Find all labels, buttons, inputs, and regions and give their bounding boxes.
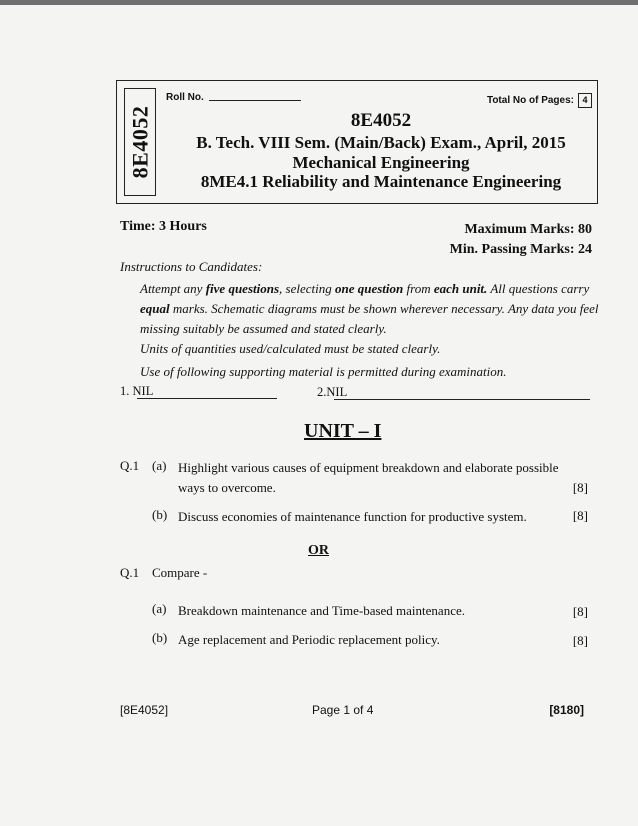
footer-paper-code: [8E4052] bbox=[120, 703, 169, 717]
question-text: Highlight various causes of equipment breakdown and elaborate possible ways to overcome. bbox=[178, 460, 559, 495]
instructions-paragraph bbox=[140, 279, 600, 339]
instructions-heading: Instructions to Candidates: bbox=[120, 259, 263, 274]
scan-edge bbox=[0, 0, 638, 5]
instr-text: from bbox=[403, 281, 434, 296]
instr-emphasis: five questions bbox=[205, 281, 280, 296]
material-item-1-line bbox=[137, 398, 277, 399]
material-item-1: 1. NIL bbox=[120, 384, 154, 398]
instructions-material: Use of following supporting material is permitted during examination. bbox=[140, 364, 507, 379]
sub-question-label: (a) bbox=[152, 458, 167, 473]
sub-question-label: (a) bbox=[152, 601, 167, 616]
subject-name: 8ME4.1 Reliability and Maintenance Engineering bbox=[200, 172, 562, 191]
question-number: Q.1 bbox=[120, 565, 140, 580]
question-number: Q.1 bbox=[120, 458, 140, 473]
sub-question-label: (b) bbox=[152, 630, 168, 645]
question-marks: [8] bbox=[572, 604, 588, 619]
side-paper-code: 8E4052 bbox=[127, 105, 152, 179]
instructions-units: Units of quantities used/calculated must be stated clearly. bbox=[140, 341, 441, 356]
question-text: Age replacement and Periodic replacement policy. bbox=[178, 632, 440, 647]
roll-number-label: Roll No. bbox=[166, 92, 204, 103]
instr-text: All questions carry bbox=[487, 281, 590, 296]
total-pages bbox=[487, 93, 592, 108]
instr-text: Attempt any bbox=[140, 281, 206, 296]
instr-text: , selecting bbox=[279, 281, 335, 296]
exam-title: B. Tech. VIII Sem. (Main/Back) Exam., April, 2015 bbox=[196, 133, 566, 152]
footer-page-number: Page 1 of 4 bbox=[312, 703, 374, 717]
question-intro: Compare - bbox=[152, 565, 208, 580]
total-pages-label: Total No of Pages: bbox=[486, 95, 574, 106]
instr-emphasis: one question bbox=[335, 281, 404, 296]
instr-emphasis: each unit. bbox=[433, 281, 488, 296]
material-item-2: 2.NIL bbox=[317, 385, 348, 399]
unit-title: UNIT – I bbox=[304, 420, 382, 442]
question-marks: [8] bbox=[572, 480, 588, 495]
question-marks: [8] bbox=[572, 508, 588, 523]
sub-question-label: (b) bbox=[152, 507, 168, 522]
instr-emphasis: equal bbox=[140, 301, 170, 316]
side-paper-code-box bbox=[124, 88, 156, 196]
or-separator: OR bbox=[308, 543, 329, 558]
instr-text: marks. Schematic diagrams must be shown wherever necessary. Any data you feel missing suitably be assumed and stated clearly. bbox=[140, 301, 599, 336]
question-text: Discuss economies of maintenance function for productive system. bbox=[178, 509, 527, 524]
total-pages-value: 4 bbox=[578, 93, 592, 108]
roll-number-blank bbox=[209, 100, 301, 101]
roll-number-field bbox=[166, 92, 301, 103]
footer-print-code: [8180] bbox=[549, 703, 584, 717]
question-text: Breakdown maintenance and Time-based maintenance. bbox=[178, 603, 465, 618]
material-item-2-line bbox=[334, 399, 590, 400]
minimum-passing-marks: Min. Passing Marks: 24 bbox=[449, 242, 592, 257]
maximum-marks: Maximum Marks: 80 bbox=[464, 222, 592, 237]
paper-code: 8E4052 bbox=[350, 110, 412, 131]
exam-time: Time: 3 Hours bbox=[120, 219, 207, 234]
branch-name: Mechanical Engineering bbox=[292, 153, 470, 172]
question-marks: [8] bbox=[572, 633, 588, 648]
